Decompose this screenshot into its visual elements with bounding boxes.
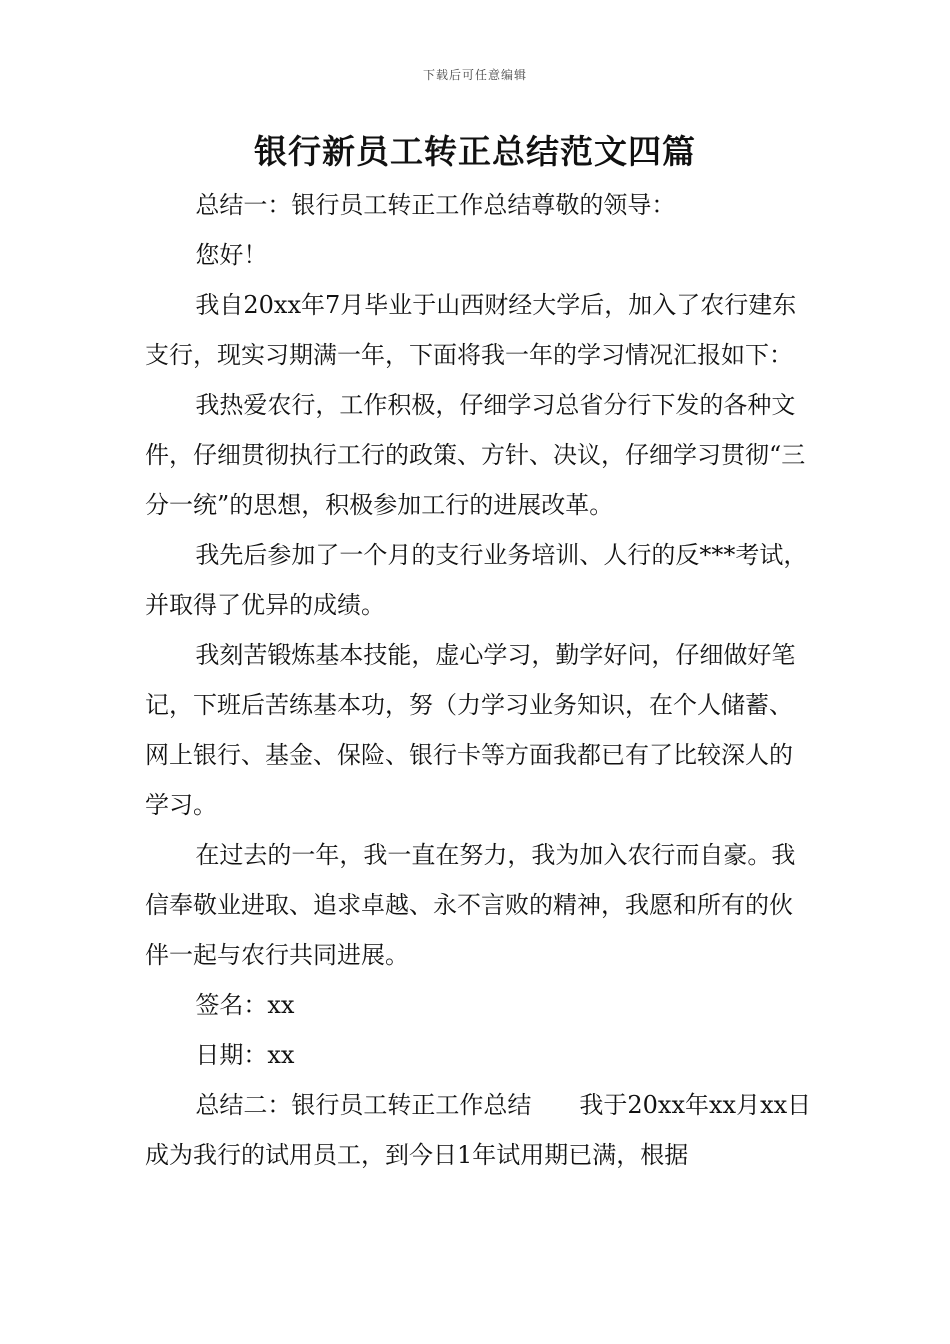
paragraph-signature: 签名：xx xyxy=(195,991,295,1019)
paragraph-summary-two-start: 总结二：银行员工转正工作总结 我于20xx年xx月xx日成为我行的试用员工，到今日1年试用期已满，根据 xyxy=(145,1091,812,1169)
paragraph-date: 日期：xx xyxy=(195,1041,295,1069)
paragraph-greeting: 您好！ xyxy=(195,241,268,269)
paragraph-reflection: 在过去的一年，我一直在努力，我为加入农行而自豪。我信奉敬业进取、追求卓越、永不言败的精神，我愿和所有的伙伴一起与农行共同进展。 xyxy=(145,841,796,969)
paragraph-intro: 我自20xx年7月毕业于山西财经大学后，加入了农行建东支行，现实习期满一年，下面将我一年的学习情况汇报如下： xyxy=(145,291,797,369)
document-body xyxy=(145,180,815,1180)
header-note: 下载后可任意编辑 xyxy=(422,68,527,82)
paragraph-training: 我先后参加了一个月的支行业务培训、人行的反***考试，并取得了优异的成绩。 xyxy=(145,541,808,619)
paragraph-skills: 我刻苦锻炼基本技能，虚心学习，勤学好问，仔细做好笔记，下班后苦练基本功，努（力学习业务知识，在个人储蓄、网上银行、基金、保险、银行卡等方面我都已有了比较深人的学习。 xyxy=(145,641,796,819)
paragraph-summary-one-heading: 总结一：银行员工转正工作总结尊敬的领导： xyxy=(195,191,676,219)
paragraph-work-attitude: 我热爱农行，工作积极，仔细学习总省分行下发的各种文件，仔细贯彻执行工行的政策、方针、决议，仔细学习贯彻“三分一统”的思想，积极参加工行的进展改革。 xyxy=(145,391,806,519)
document-title: 银行新员工转正总结范文四篇 xyxy=(254,132,696,171)
